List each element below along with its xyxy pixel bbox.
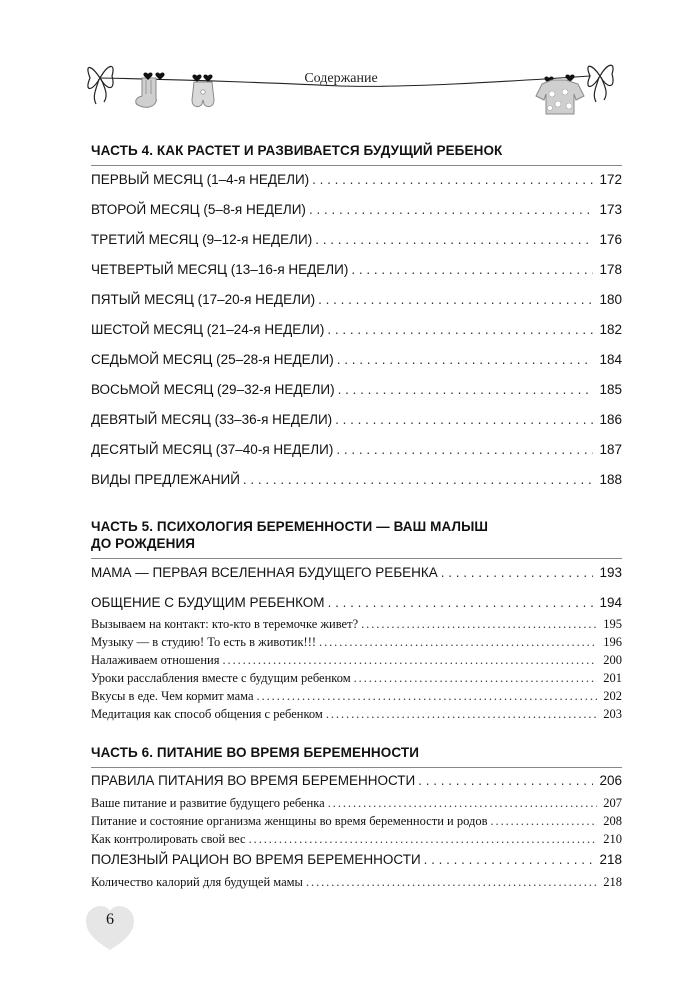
- dot-leader: [319, 635, 597, 650]
- toc-entry-page: 178: [599, 262, 622, 277]
- dot-leader: [441, 565, 594, 580]
- toc-entry[interactable]: [91, 442, 622, 457]
- toc-entry-page: 203: [603, 707, 622, 721]
- toc-entry-title: ДЕВЯТЫЙ МЕСЯЦ (33–36-я НЕДЕЛИ): [91, 412, 333, 427]
- dot-leader: [328, 796, 598, 811]
- toc-entry-title: Медитация как способ общения с ребенком: [91, 707, 323, 721]
- dot-leader: [309, 202, 594, 217]
- toc-entry[interactable]: [91, 322, 622, 337]
- toc-entry-title: ВИДЫ ПРЕДЛЕЖАНИЙ: [91, 472, 240, 487]
- dot-leader: [490, 814, 597, 829]
- toc-entry-title: ОБЩЕНИЕ С БУДУЩИМ РЕБЕНКОМ: [91, 595, 325, 610]
- section-title-line: ЧАСТЬ 6. ПИТАНИЕ ВО ВРЕМЯ БЕРЕМЕННОСТИ: [91, 745, 420, 760]
- toc-entry-title: Налаживаем отношения: [91, 653, 220, 667]
- toc-entry-page: 172: [599, 172, 622, 187]
- toc-entry-page: 186: [599, 412, 622, 427]
- toc-subentry[interactable]: [91, 617, 622, 632]
- dot-leader: [327, 322, 593, 337]
- toc-subentry[interactable]: [91, 671, 622, 686]
- section-title-part-5: [91, 518, 622, 552]
- dot-leader: [361, 617, 597, 632]
- toc-entry-page: 176: [599, 232, 622, 247]
- section-title-part-4: [91, 142, 622, 159]
- running-head: Содержание: [304, 71, 378, 86]
- toc-subentry[interactable]: [91, 875, 622, 890]
- toc-entry[interactable]: [91, 292, 622, 307]
- toc-entry-title: МАМА — ПЕРВАЯ ВСЕЛЕННАЯ БУДУЩЕГО РЕБЕНКА: [91, 565, 438, 580]
- toc-entry-title: Ваше питание и развитие будущего ребенка: [91, 796, 325, 810]
- toc-entry-title: ПЕРВЫЙ МЕСЯЦ (1–4-я НЕДЕЛИ): [91, 172, 310, 187]
- toc-subentry[interactable]: [91, 796, 622, 811]
- section-title-line: ЧАСТЬ 4. КАК РАСТЕТ И РАЗВИВАЕТСЯ БУДУЩИЙ РЕБЕНОК: [91, 143, 503, 158]
- toc-entry[interactable]: [91, 352, 622, 367]
- toc-entry-page: 182: [599, 322, 622, 337]
- toc-subentry[interactable]: [91, 814, 622, 829]
- toc-entry-title: ПРАВИЛА ПИТАНИЯ ВО ВРЕМЯ БЕРЕМЕННОСТИ: [91, 773, 416, 788]
- dot-leader: [257, 689, 598, 704]
- dot-leader: [306, 875, 597, 890]
- toc-entry-page: 200: [603, 653, 622, 667]
- toc-entry-title: ПЯТЫЙ МЕСЯЦ (17–20-я НЕДЕЛИ): [91, 292, 316, 307]
- dot-leader: [424, 852, 594, 867]
- toc-entry-title: Питание и состояние организма женщины во время беременности и родов: [91, 814, 488, 828]
- toc-entry-page: 194: [599, 595, 622, 610]
- toc-entry[interactable]: [91, 773, 622, 788]
- dot-leader: [337, 352, 594, 367]
- toc-entry-page: 173: [599, 202, 622, 217]
- toc-entry[interactable]: [91, 565, 622, 580]
- dot-leader: [312, 172, 593, 187]
- toc-entry-title: ТРЕТИЙ МЕСЯЦ (9–12-я НЕДЕЛИ): [91, 232, 313, 247]
- toc-entry-page: 201: [603, 671, 622, 685]
- toc-entry-title: Уроки расслабления вместе с будущим ребенком: [91, 671, 351, 685]
- section-rule: [91, 767, 622, 768]
- toc-entry-title: Вызываем на контакт: кто-кто в теремочке живет?: [91, 617, 359, 631]
- dot-leader: [243, 472, 594, 487]
- toc-entry[interactable]: [91, 262, 622, 277]
- toc-entry-page: 188: [599, 472, 622, 487]
- section-title-line: ЧАСТЬ 5. ПСИХОЛОГИЯ БЕРЕМЕННОСТИ — ВАШ МАЛЫШ: [91, 519, 489, 534]
- toc-entry-page: 218: [599, 852, 622, 867]
- toc-entry-page: 218: [603, 875, 622, 889]
- page-number: 6: [106, 911, 114, 928]
- toc-entry[interactable]: [91, 172, 622, 187]
- toc-entry-title: ШЕСТОЙ МЕСЯЦ (21–24-я НЕДЕЛИ): [91, 322, 325, 337]
- dot-leader: [222, 653, 597, 668]
- toc-entry[interactable]: [91, 595, 622, 610]
- toc-entry[interactable]: [91, 382, 622, 397]
- toc-entry-title: СЕДЬМОЙ МЕСЯЦ (25–28-я НЕДЕЛИ): [91, 352, 334, 367]
- toc-entry-page: 193: [599, 565, 622, 580]
- toc-entry-page: 195: [603, 617, 622, 631]
- toc-entry-page: 207: [603, 796, 622, 810]
- toc-entry-page: 185: [599, 382, 622, 397]
- dot-leader: [338, 382, 594, 397]
- toc-entry-title: ВОСЬМОЙ МЕСЯЦ (29–32-я НЕДЕЛИ): [91, 382, 335, 397]
- toc-entry[interactable]: [91, 202, 622, 217]
- toc-entry[interactable]: [91, 232, 622, 247]
- dot-leader: [328, 595, 594, 610]
- section-title-line: ДО РОЖДЕНИЯ: [91, 536, 196, 551]
- toc-entry[interactable]: [91, 412, 622, 427]
- toc-entry-title: Количество калорий для будущей мамы: [91, 875, 303, 889]
- section-title-part-6: [91, 744, 622, 761]
- clothesline-ornament: [0, 0, 682, 130]
- toc-subentry[interactable]: [91, 707, 622, 722]
- toc-subentry[interactable]: [91, 832, 622, 847]
- toc-entry-page: 184: [599, 352, 622, 367]
- toc-entry-title: ПОЛЕЗНЫЙ РАЦИОН ВО ВРЕМЯ БЕРЕМЕННОСТИ: [91, 852, 421, 867]
- dot-leader: [354, 671, 598, 686]
- section-rule: [91, 558, 622, 559]
- dot-leader: [351, 262, 593, 277]
- toc-entry-title: Как контролировать свой вес: [91, 832, 246, 846]
- toc-entry-page: 206: [599, 773, 622, 788]
- toc-subentry[interactable]: [91, 635, 622, 650]
- toc-entry-page: 202: [603, 689, 622, 703]
- dot-leader: [418, 773, 593, 788]
- section-rule: [91, 165, 622, 166]
- toc-entry-title: ДЕСЯТЫЙ МЕСЯЦ (37–40-я НЕДЕЛИ): [91, 442, 334, 457]
- toc-entry[interactable]: [91, 852, 622, 867]
- toc-entry-page: 210: [603, 832, 622, 846]
- dot-leader: [315, 232, 593, 247]
- dot-leader: [336, 442, 593, 457]
- toc-subentry[interactable]: [91, 653, 622, 668]
- dot-leader: [318, 292, 593, 307]
- toc-entry-page: 196: [603, 635, 622, 649]
- toc-entry-page: 208: [603, 814, 622, 828]
- toc-entry-title: ВТОРОЙ МЕСЯЦ (5–8-я НЕДЕЛИ): [91, 202, 306, 217]
- dot-leader: [335, 412, 593, 427]
- toc-entry-page: 180: [599, 292, 622, 307]
- toc-entry-title: Музыку — в студию! То есть в животик!!!: [91, 635, 317, 649]
- dot-leader: [249, 832, 598, 847]
- toc-entry[interactable]: [91, 472, 622, 487]
- toc-entry-page: 187: [599, 442, 622, 457]
- toc-entry-title: Вкусы в еде. Чем кормит мама: [91, 689, 254, 703]
- toc-subentry[interactable]: [91, 689, 622, 704]
- toc-entry-title: ЧЕТВЕРТЫЙ МЕСЯЦ (13–16-я НЕДЕЛИ): [91, 262, 349, 277]
- dot-leader: [326, 707, 597, 722]
